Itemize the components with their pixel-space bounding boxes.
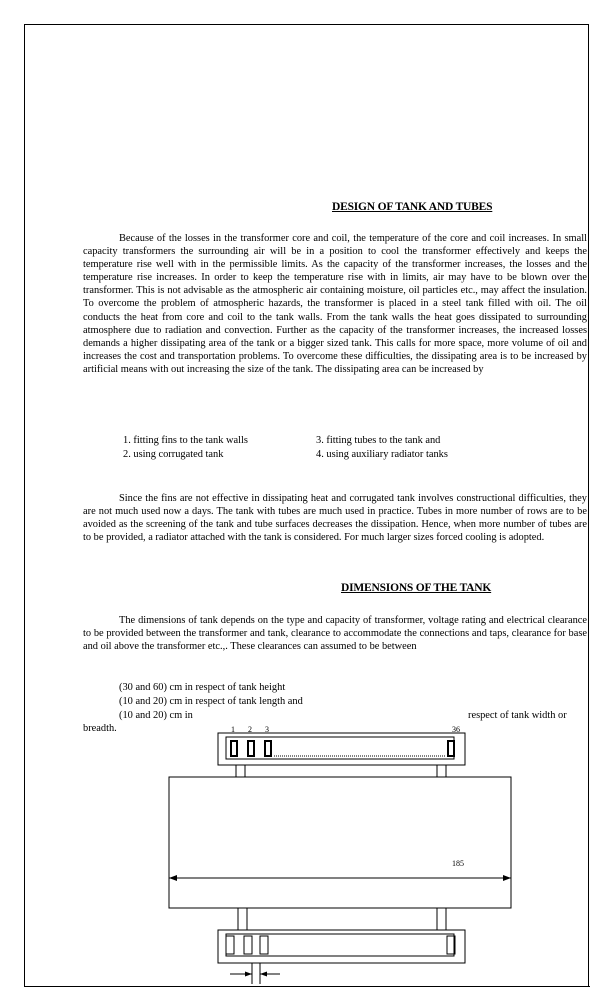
length-label: 185 — [452, 859, 464, 868]
tank-tube-diagram — [160, 722, 520, 986]
paragraph-dimensions: The dimensions of tank depends on the type and capacity of transformer, voltage rating and electrical clearance to be provided between the transformer and tank, clearance to accommodate the connections and taps, clearance for base and oil above the transformer etc.,. These clearances can assumed to be between — [83, 615, 587, 653]
clearance-height: (30 and 60) cm in respect of tank height — [119, 682, 286, 693]
lower-connector-left — [238, 908, 247, 930]
upper-connector-left — [236, 765, 245, 777]
upper-connector-right — [437, 765, 446, 777]
length-arrowhead-right — [503, 875, 511, 881]
bottom-tube-header — [218, 930, 465, 963]
paragraph-fins: Since the fins are not effective in dissipating heat and corrugated tank involves constructional difficulties, they are not much used now a days. The tank with tubes are much used in practice. Tubes in more number of rows are to be avoided as the screening of the tank and tube surfaces decreases the dissipation. Hence, when more number of tubes are to be provided, a radiator attached with the tank is considered. For much larger sizes forced cooling is adopted. — [83, 493, 587, 544]
lower-connector-right — [437, 908, 446, 930]
methods-list-right — [316, 434, 448, 462]
bottom-tube-3 — [260, 936, 268, 954]
bottom-tube-2 — [244, 936, 252, 954]
length-arrowhead-left — [169, 875, 177, 881]
method-item-3: 3. fitting tubes to the tank and — [316, 435, 441, 446]
heading-design-of-tank: DESIGN OF TANK AND TUBES — [332, 201, 493, 213]
top-tube-2 — [248, 741, 254, 756]
tank-body — [169, 777, 511, 908]
top-tube-3 — [265, 741, 271, 756]
tube-label-2: 2 — [248, 725, 252, 734]
method-item-2: 2. using corrugated tank — [123, 449, 224, 460]
tube-label-3: 3 — [265, 725, 269, 734]
paragraph-losses: Because of the losses in the transformer core and coil, the temperature of the core and coil increases. In small capacity transformers the surrounding air will be in a position to cool the transformer effectively and keeps the temperature rise well with in the permissible limits. As the capacity of the transformer increases, the losses and the temperature rise increases. In order to keep the temperature rise with in limits, air may have to be blown over the transformer. This is not advisable as the atmospheric air containing moisture, oil particles etc., may affect the insulation. To overcome the problem of atmospheric hazards, the transformer is placed in a steel tank filled with oil. The oil conducts the heat from core and coil to the tank walls. From the tank walls the heat goes dissipated to surrounding atmosphere due to radiation and convection. Further as the capacity of the transformer increases, the increased losses demands a higher dissipating area of the tank or a bigger sized tank. This calls for more space, more volume of oil and increases the cost and transportation problems. To overcome these difficulties, the dissipating area is to be increased by artificial means with out increasing the size of the tank. The dissipating area can be increased by — [83, 233, 587, 375]
bottom-rule — [24, 986, 590, 987]
clearance-length: (10 and 20) cm in respect of tank length and — [119, 696, 303, 707]
clearance-breadth: breadth. — [83, 723, 117, 734]
pitch-arrowhead-left — [245, 972, 252, 977]
bottom-tube-1 — [226, 936, 234, 954]
top-tube-36 — [448, 741, 454, 756]
tube-label-1: 1 — [231, 725, 235, 734]
top-tube-1 — [231, 741, 237, 756]
clearance-width-end: respect of tank width or — [468, 710, 567, 721]
method-item-1: 1. fitting fins to the tank walls — [123, 435, 248, 446]
method-item-4: 4. using auxiliary radiator tanks — [316, 449, 448, 460]
heading-dimensions-of-tank: DIMENSIONS OF THE TANK — [341, 582, 492, 594]
top-tube-header — [218, 733, 465, 765]
clearance-width-start: (10 and 20) cm in — [119, 710, 193, 721]
methods-list-left — [123, 434, 248, 462]
pitch-arrowhead-right — [260, 972, 267, 977]
tube-label-36: 36 — [452, 725, 460, 734]
